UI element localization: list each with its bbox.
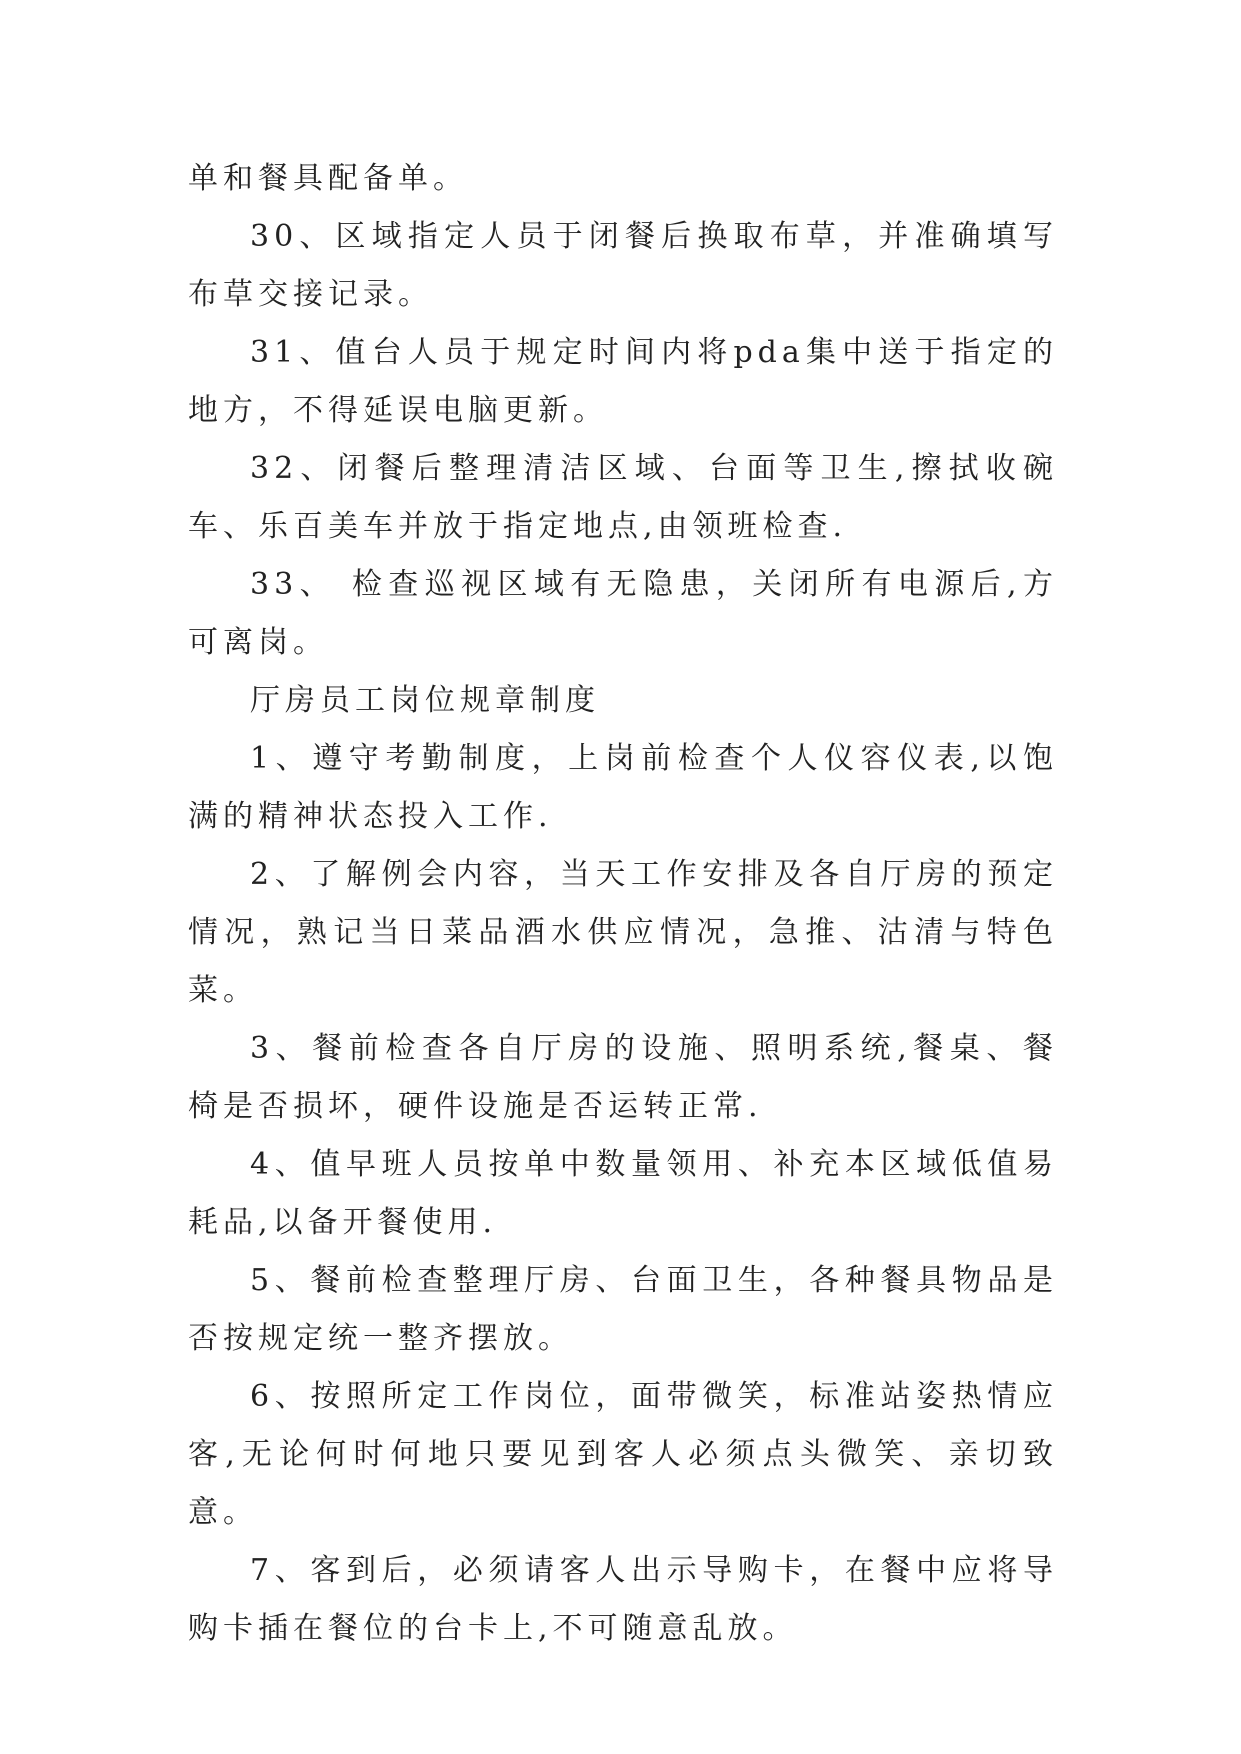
paragraph-rule-30: 30、区域指定人员于闭餐后换取布草，并准确填写布草交接记录。 [188,219,1058,312]
paragraph-rule-6: 6、按照所定工作岗位，面带微笑，标准站姿热情应客,无论何时何地只要见到客人必须点头微笑、亲切致意。 [188,1379,1058,1530]
paragraph-rule-32: 32、闭餐后整理清洁区域、台面等卫生,擦拭收碗车、乐百美车并放于指定地点,由领班检查. [188,451,1058,544]
paragraph-rule-33: 33、 检查巡视区域有无隐患，关闭所有电源后,方可离岗。 [188,567,1058,660]
paragraph-rule-3: 3、餐前检查各自厅房的设施、照明系统,餐桌、餐椅是否损坏，硬件设施是否运转正常. [188,1031,1058,1124]
section-heading: 厅房员工岗位规章制度 [250,683,600,718]
paragraph-rule-31: 31、值台人员于规定时间内将pda集中送于指定的地方，不得延误电脑更新。 [188,335,1058,428]
paragraph-rule-5: 5、餐前检查整理厅房、台面卫生，各种餐具物品是否按规定统一整齐摆放。 [188,1263,1058,1356]
document-body [188,150,1058,1658]
paragraph-rule-1: 1、遵守考勤制度，上岗前检查个人仪容仪表,以饱满的精神状态投入工作. [188,741,1058,834]
paragraph-rule-7: 7、客到后，必须请客人出示导购卡，在餐中应将导购卡插在餐位的台卡上,不可随意乱放。 [188,1553,1058,1646]
paragraph-continuation: 单和餐具配备单。 [188,161,468,196]
paragraph-rule-2: 2、了解例会内容，当天工作安排及各自厅房的预定情况，熟记当日菜品酒水供应情况，急推、沽清与特色菜。 [188,857,1058,1008]
paragraph-rule-4: 4、值早班人员按单中数量领用、补充本区域低值易耗品,以备开餐使用. [188,1147,1058,1240]
